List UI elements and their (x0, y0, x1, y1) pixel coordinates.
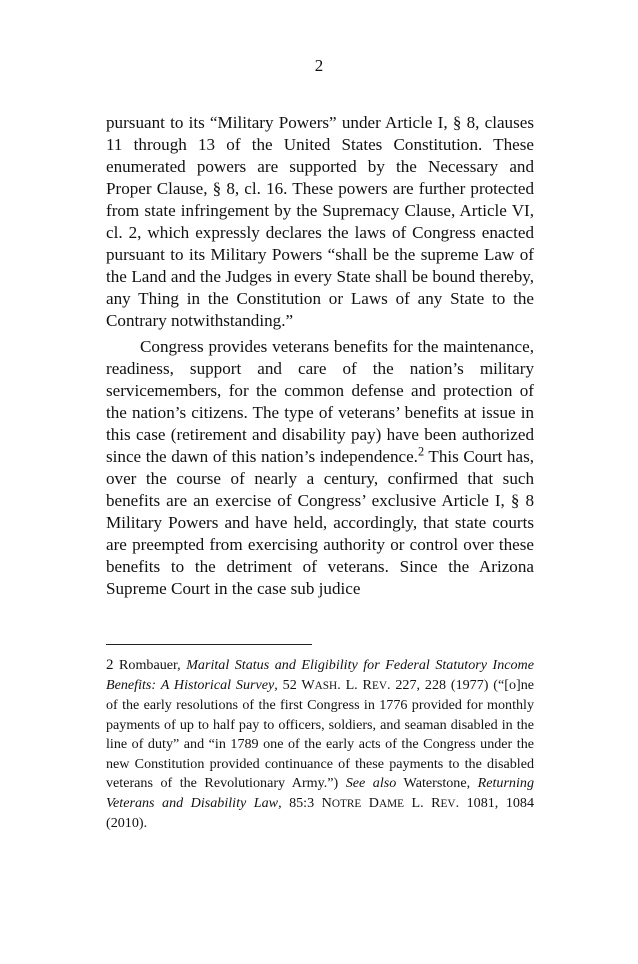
footnote-reference: 2 (417, 444, 425, 459)
journal-smallcaps-ev: EV (371, 679, 387, 692)
footnote-cite2-rest: . 1081, 1084 (2010). (106, 794, 535, 831)
footnote-title: Marital Status and Eligibility for Federal Statutory Income Benefits: A Historical Survey (106, 657, 534, 693)
footnote-cite-rest: . 227, 228 (1977) (“[o]ne of the early resolutions of the first Congress in 1776 provided for monthly payments of up to half pay to officers, soldiers, and seaman disabled in the line of duty” and “in 1789 one of the early acts of the Congress under the new Constitution provided continuance of these payments to the disabled veterans of the Revolutionary Army.”) (106, 676, 534, 791)
footnote-cite2-volume: , 85:3 (278, 794, 322, 811)
body-text (106, 112, 534, 600)
journal-part-l-r: . L. R (337, 676, 372, 693)
footnote-title-2: Returning Veterans and Disability Law (106, 775, 534, 811)
journal2-smallcaps-ev: EV (440, 797, 456, 810)
footnote-cite-volume: , 52 (274, 676, 302, 693)
journal2-part-l-r: L. R (404, 794, 441, 811)
journal-initial-w: W (301, 676, 315, 693)
paragraph-2-text-b: This Court has, over the course of nearly a century, confirmed that such benefits are an exercise of Congress’ exclusive Article I, § 8 Military Powers and have held, accordingly, that state courts are preempted from exercising authority or control over these benefits to the detriment of veterans. Since the Arizona Supreme Court in the case sub judice (106, 447, 534, 598)
footnote-author-2: Waterstone, (396, 775, 478, 791)
footnote-divider (106, 644, 312, 645)
journal2-smallcaps-otre: OTRE (331, 797, 362, 810)
footnote-see-also: See also (345, 775, 397, 791)
footnote-author: Rombauer, (113, 657, 187, 673)
paragraph-2-text-a: Congress provides veterans benefits for the maintenance, readiness, support and care of the nation’s military servicemembers, for the common defense and protection of the nation’s citizens. The type of veterans’ benefits at issue in this case (retirement and disability pay) have been authorized since the dawn of this nation’s independence. (106, 337, 534, 466)
journal2-initial-d: D (361, 794, 379, 811)
paragraph-1: pursuant to its “Military Powers” under Article I, § 8, clauses 11 through 13 of the United States Constitution. These enumerated powers are supported by the Necessary and Proper Clause, § 8, cl. 16. These powers are further protected from state infringement by the Supremacy Clause, Article VI, cl. 2, which expressly declares the laws of Congress enacted pursuant to its Military Powers “shall be the supreme Law of the Land and the Judges in every State shall be bound thereby, any Thing in the Constitution or Laws of any State to the Contrary notwithstanding.” (106, 113, 534, 330)
paragraph-2 (106, 336, 534, 600)
page-number: 2 (314, 56, 324, 75)
journal-smallcaps-ash: ASH (314, 679, 338, 692)
journal2-initial-n: N (321, 794, 332, 811)
journal2-smallcaps-ame: AME (378, 797, 404, 810)
footnote-number: 2 (106, 657, 114, 673)
footnote (106, 656, 534, 834)
